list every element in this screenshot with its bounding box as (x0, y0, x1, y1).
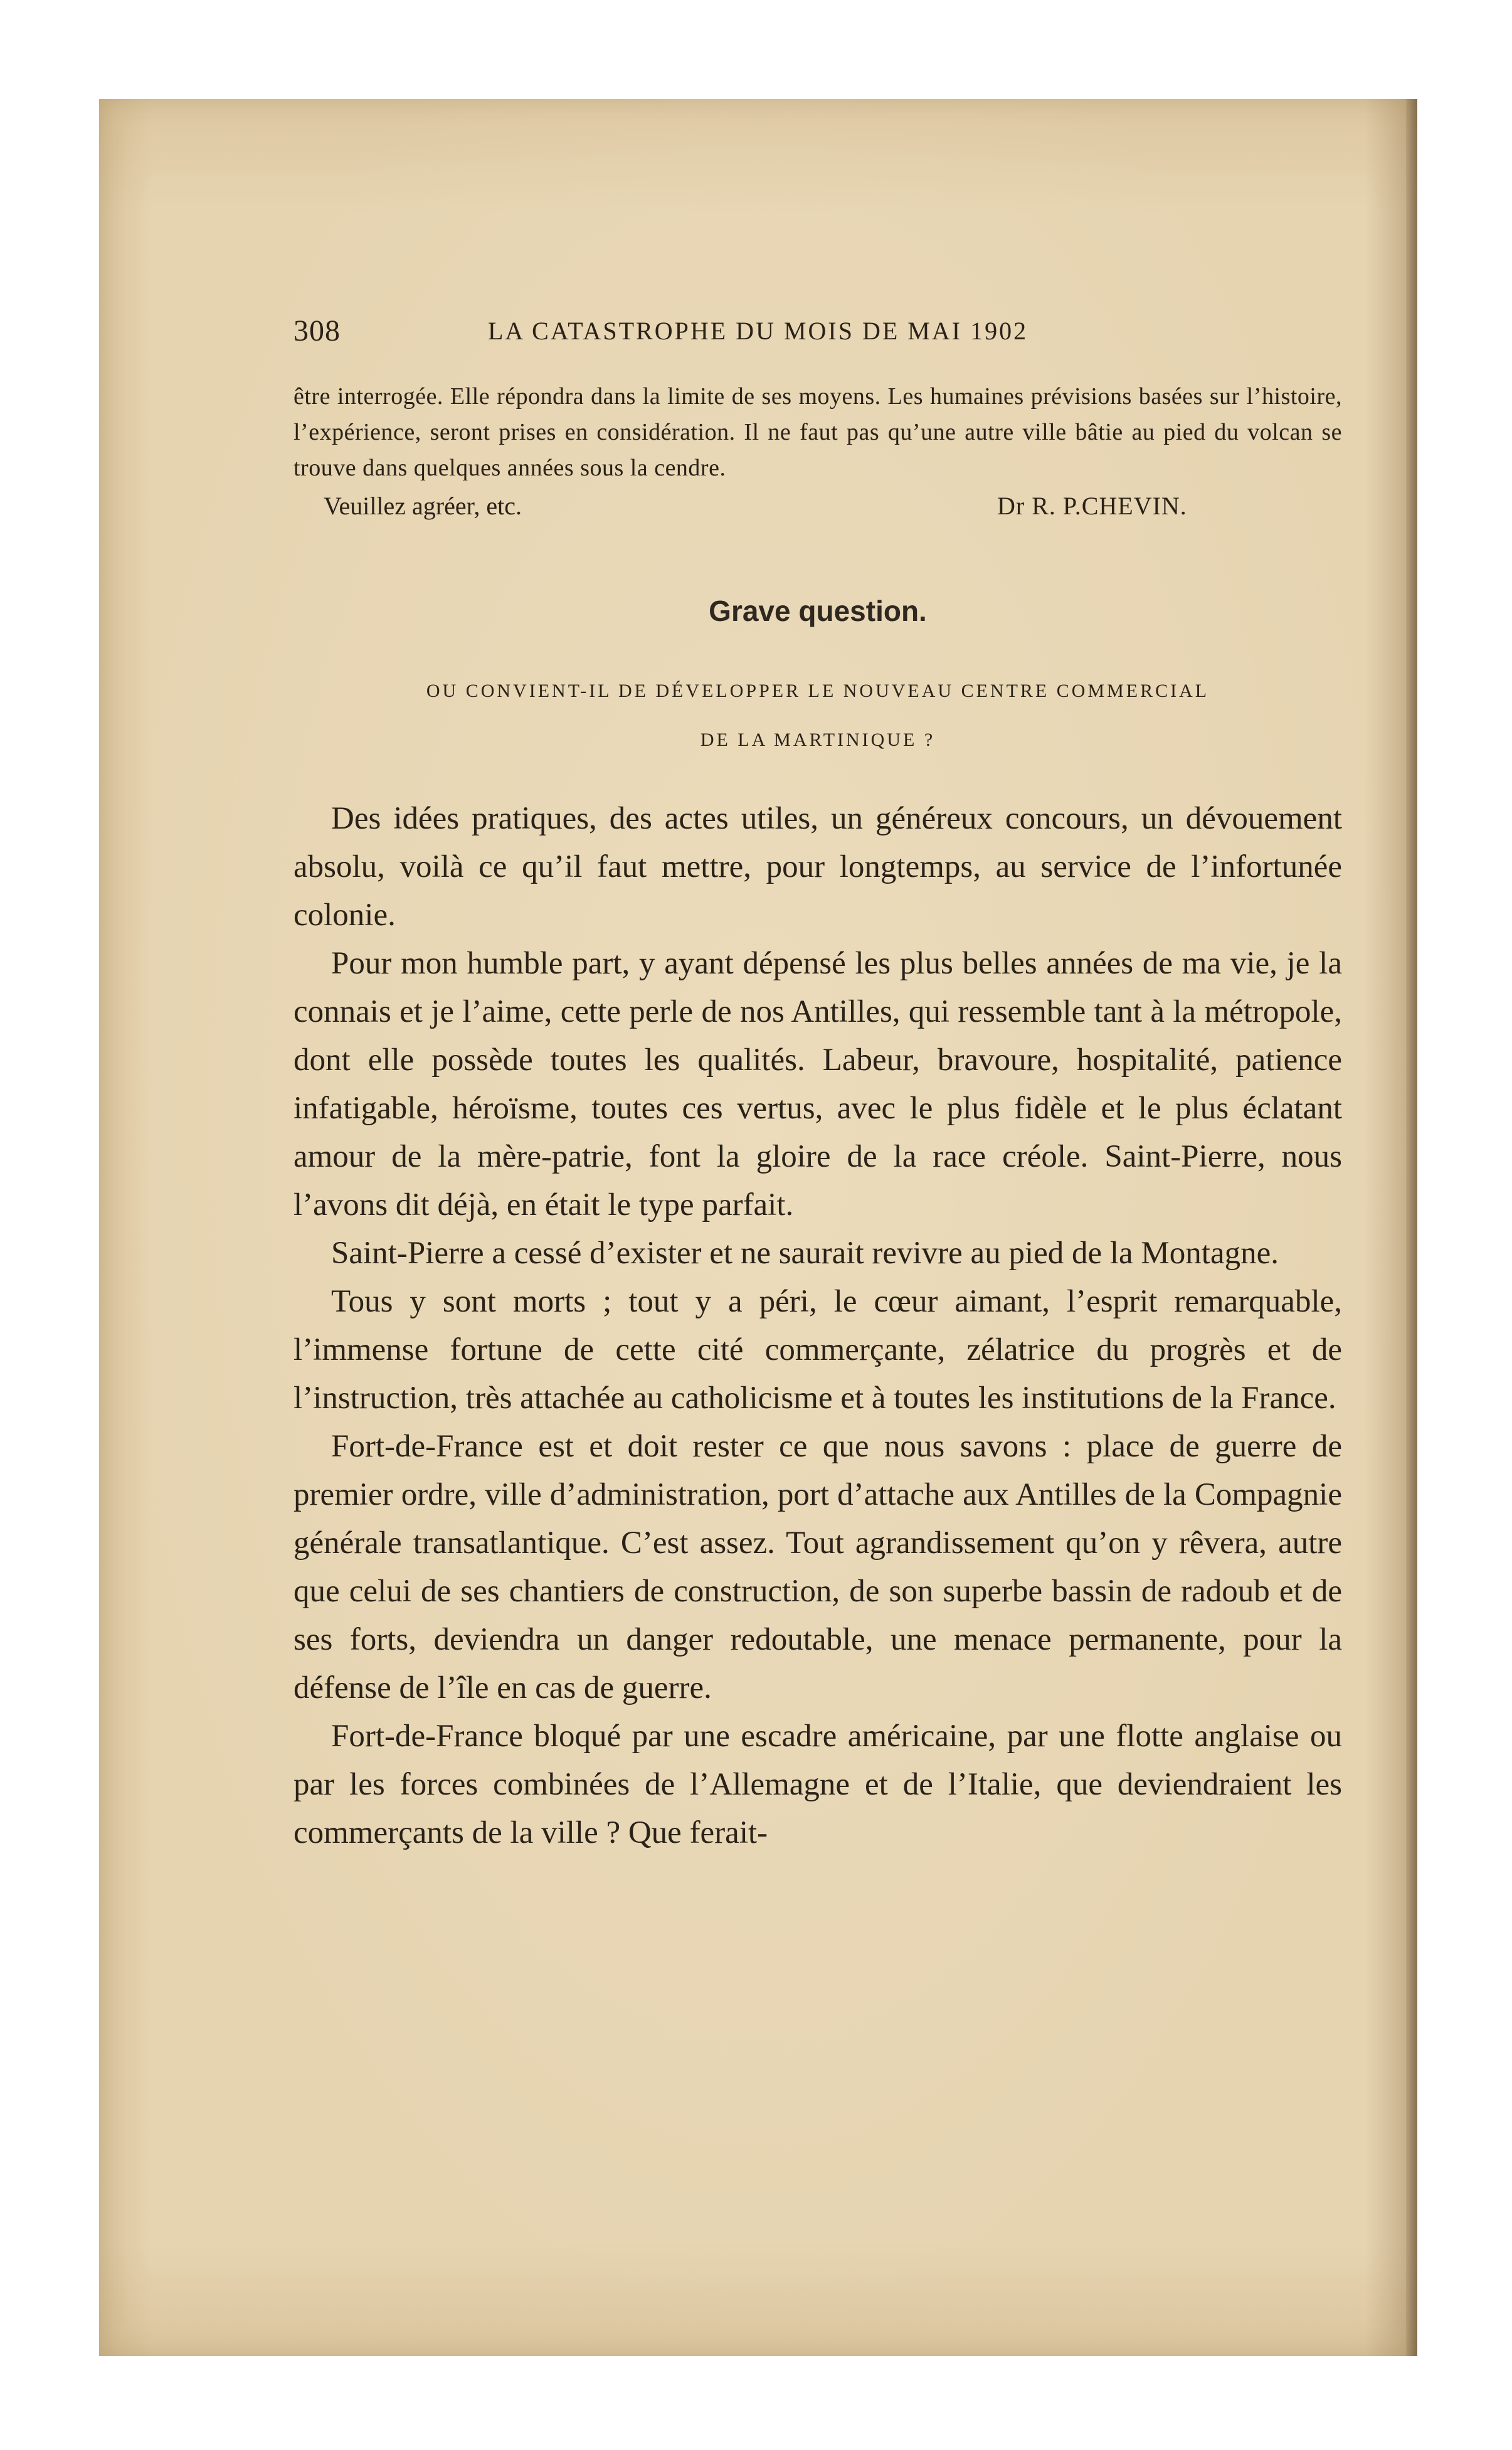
paragraph: Fort-de-France est et doit rester ce que nous savons : place de guerre de premier ordre, ville d’administration, port d’attache aux Antilles de la Compagnie générale transatlantique. C’est assez. Tout agrandissement qu’on y rêvera, autre que celui de ses chantiers de construction, de son superbe bassin de radoub et de ses forts, deviendra un danger redoutable, une menace permanente, pour la défense de l’île en cas de guerre. (293, 1429, 1342, 1705)
letter-signoff (293, 487, 1342, 525)
running-title: LA CATASTROPHE DU MOIS DE MAI 1902 (488, 317, 1028, 345)
article-body (293, 795, 1342, 1857)
section-subtitle (293, 667, 1342, 765)
paragraph: Tous y sont morts ; tout y a péri, le cœur aimant, l’esprit remarquable, l’immense fortune de cette cité commerçante, zélatrice du progrès et de l’instruction, très attachée au catholicisme et à toutes les institutions de la France. (293, 1284, 1342, 1416)
section-title: Grave question. (709, 595, 927, 627)
paragraph: Des idées pratiques, des actes utiles, un généreux concours, un dévouement absolu, voilà ce qu’il faut mettre, pour longtemps, au service de l’infortunée colonie. (293, 801, 1342, 933)
page-number: 308 (293, 314, 341, 347)
paragraph: Fort-de-France bloqué par une escadre américaine, par une flotte anglaise ou par les forces combinées de l’Allemagne et de l’Italie, que deviendraient les commerçants de la ville ? Que ferait- (293, 1719, 1342, 1850)
section-subtitle-line: OU CONVIENT-IL DE DÉVELOPPER LE NOUVEAU CENTRE COMMERCIAL (426, 681, 1210, 701)
running-head (293, 314, 1342, 351)
letter-excerpt (293, 379, 1342, 486)
page-edge-shadow (1406, 99, 1417, 2356)
letter-closing: Veuillez agréer, etc. (324, 492, 522, 520)
letter-signature: Dr R. P.CHEVIN. (997, 492, 1187, 520)
letter-text: être interrogée. Elle répondra dans la limite de ses moyens. Les humaines prévisions basées sur l’histoire, l’expérience, seront prises en considération. Il ne faut pas qu’une autre ville bâtie au pied du volcan se trouve dans quelques années sous la cendre. (293, 383, 1342, 481)
section-subtitle-line: DE LA MARTINIQUE ? (700, 729, 936, 750)
paragraph: Pour mon humble part, y ayant dépensé les plus belles années de ma vie, je la connais et je l’aime, cette perle de nos Antilles, qui ressemble tant à la métropole, dont elle possède toutes les qualités. Labeur, bravoure, hospitalité, patience infatigable, héroïsme, toutes ces vertus, avec le plus fidèle et le plus éclatant amour de la mère-patrie, font la gloire de la race créole. Saint-Pierre, nous l’avons dit déjà, en était le type parfait. (293, 946, 1342, 1222)
paragraph: Saint-Pierre a cessé d’exister et ne saurait revivre au pied de la Montagne. (331, 1236, 1279, 1271)
page-content (293, 314, 1342, 1857)
